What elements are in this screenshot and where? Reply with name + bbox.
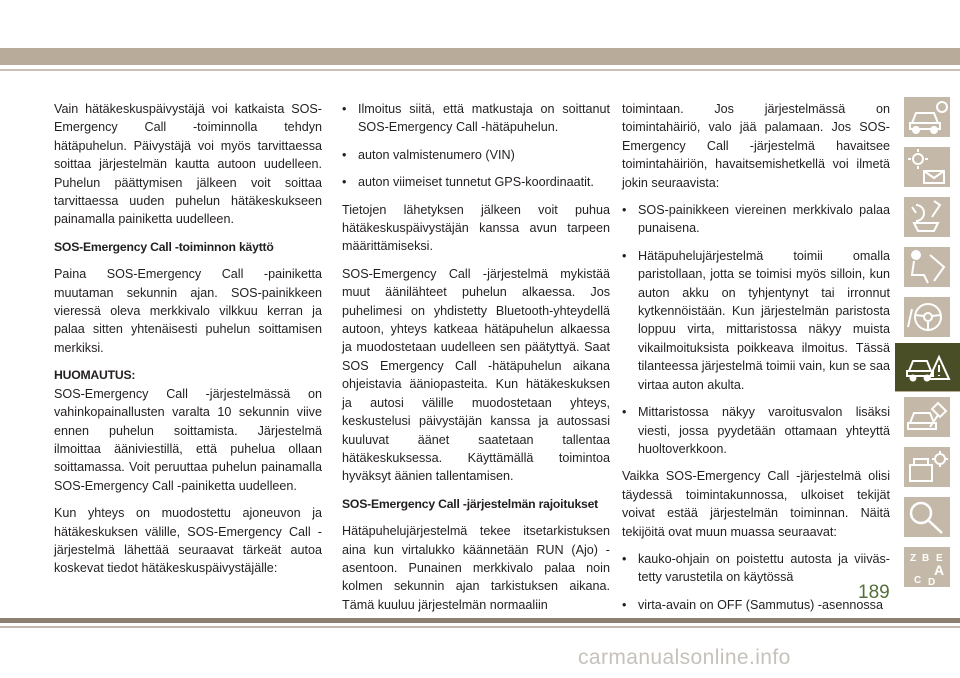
header-rule: [0, 69, 960, 71]
list-item: • virta-avain on OFF (Sammutus) -asennossa: [622, 596, 890, 614]
steering-wheel-icon: [904, 297, 950, 337]
list-item: • SOS-painikkeen viereinen merkkivalo palaa punaisena.: [622, 201, 890, 238]
tab-car-hazard[interactable]: [895, 343, 960, 391]
page-number: 189: [858, 582, 890, 603]
list-item: • Hätäpuhelujärjestelmä toimii omalla paristollaan, jotta se toimisi myös silloin, kun auton akku on tyhjentynyt tai irronnut kytkennöistään. Kun järjestelmän paristosta loppuu virta, mittaristossa näkyy muista vikailmoituksista poikkeava ilmoitus. Tässä tilanteessa järjestelmä toimii vain, kun se saa virtaa auton akulta.: [622, 247, 890, 394]
bullet-list: [622, 201, 890, 458]
car-hazard-icon: [905, 347, 951, 387]
index-letter: Z: [909, 553, 916, 564]
section-heading: SOS-Emergency Call -järjestelmän rajoitukset: [342, 496, 599, 511]
note-text: SOS-Emergency Call -järjestelmässä on vahinkopainallusten varalta 10 sekunnin viive ennen puhelun soittamista. Järjestelmä ilmoittaa ääniviestillä, että puhelua ollaan soittamassa. Voit peruuttaa puhelun painamalla SOS-Emergency Call -painiketta uudelleen.: [54, 386, 322, 493]
index-letter: C: [913, 575, 921, 586]
tab-car-lights[interactable]: [893, 143, 960, 191]
note-heading: HUOMAUTUS:: [54, 368, 136, 383]
tab-car-info[interactable]: [893, 93, 960, 141]
index-letter: D: [927, 577, 935, 587]
footer-rule: [0, 626, 960, 628]
paragraph: Vain hätäkeskuspäivystäjä voi katkaista SOS-Emergency Call -toiminnolla tehdyn hätäpuhelun. Päivystäjä voi myös tarvittaessa soittaa järjestelmän kautta autoon uudelleen. Puhelun päättymisen jälkeen voit soittaa tarvittaessa uuden puhelun hätäkeskukseen painamalla painiketta uudelleen.: [54, 102, 322, 227]
tab-search[interactable]: [893, 493, 960, 541]
chapter-tabs: [893, 93, 960, 593]
tab-steering-wheel[interactable]: [893, 293, 960, 341]
search-icon: [904, 497, 950, 537]
watermark: carmanualsonline.info: [578, 646, 791, 669]
car-lights-icon: [904, 147, 950, 187]
tab-car-service[interactable]: [893, 393, 960, 441]
specifications-icon: [904, 447, 950, 487]
index-icon: [904, 547, 950, 587]
text-column-2: [342, 100, 610, 623]
list-item: • Ilmoitus siitä, että matkustaja on soittanut SOS-Emergency Call -hätäpuhelun.: [342, 100, 610, 137]
index-letter: B: [921, 553, 929, 564]
tab-specifications[interactable]: [893, 443, 960, 491]
tab-seat-airbag[interactable]: [893, 243, 960, 291]
section-heading: SOS-Emergency Call -toiminnon käyttö: [54, 239, 274, 254]
paragraph: Hätäpuhelujärjestelmä tekee itsetarkistuksen aina kun virtalukko käännetään RUN (Ajo) -asentoon. Punainen merkkivalo palaa noin kolmen sekunnin ajan tarkistuksen aikana. Tämä kuuluu järjestelmän normaaliin: [342, 524, 610, 612]
index-letter: E: [935, 553, 943, 564]
header-band: [0, 48, 960, 65]
text-column-3: [622, 100, 890, 623]
text-column-1: [54, 100, 322, 587]
paragraph: SOS-Emergency Call -järjestelmä mykistää muut äänilähteet puhelun alkaessa. Jos puhelimesi on yhdistetty Bluetooth-yhteydellä autoon, yhteys katkeaa hätäpuhelun alkaessa ja muodostetaan uudelleen sen päätyttyä. Saat SOS Emergency Call -hätäpuhelun aikana ohjeistavia ääniopasteita. Kun hätäkeskuksen ja autosi välille muodostetaan yhteys, keskustelusi päivystäjän kanssa ja autossasi kuuluvat äänet saatetaan tallentaa hätäkeskuksessa. Käyttämällä toimintoa hyväksyt äänien tallentamisen.: [342, 266, 610, 484]
bullet-list: [342, 100, 610, 192]
paragraph: Vaikka SOS-Emergency Call -järjestelmä olisi täydessä toimintakunnossa, ulkoiset tekijät voivat estää järjestelmän toiminnan. Näitä tekijöitä ovat muun muassa seuraavat:: [622, 469, 890, 539]
list-item: • auton valmistenumero (VIN): [342, 146, 610, 164]
car-info-icon: [904, 97, 950, 137]
warning-lights-icon: [904, 197, 950, 237]
index-letter: A: [933, 562, 944, 578]
list-item: • auton viimeiset tunnetut GPS-koordinaatit.: [342, 173, 610, 191]
list-item: • kauko-ohjain on poistettu autosta ja viiväs-tetty varustetila on käytössä: [622, 550, 890, 587]
list-item: • Mittaristossa näkyy varoitusvalon lisäksi viesti, jossa pyydetään ottamaan yhteyttä huoltoverkkoon.: [622, 403, 890, 458]
bullet-list: [622, 550, 890, 614]
tab-divider: [895, 391, 960, 392]
paragraph: Paina SOS-Emergency Call -painiketta muutaman sekunnin ajan. SOS-painikkeen vieressä oleva merkkivalo vilkkuu kerran ja palaa sitten yhtenäisesti puhelun soittamisen merkiksi.: [54, 267, 322, 355]
footer-band: [0, 618, 960, 623]
paragraph: Tietojen lähetyksen jälkeen voit puhua hätäkeskuspäivystäjän kanssa avun tarpeen määrittämiseksi.: [342, 202, 610, 254]
paragraph: Kun yhteys on muodostettu ajoneuvon ja hätäkeskuksen välille, SOS-Emergency Call -järjestelmä lähettää seuraavat tärkeät autoa koskevat tiedot hätäkeskuspäivystäjälle:: [54, 506, 322, 576]
tab-warning-lights[interactable]: [893, 193, 960, 241]
car-service-icon: [904, 397, 950, 437]
tab-index[interactable]: [893, 543, 960, 591]
seat-airbag-icon: [904, 247, 950, 287]
paragraph: toimintaan. Jos järjestelmässä on toimintahäiriö, valo jää palamaan. Jos SOS-Emergency Call -järjestelmä havaitsee toimintahäiriön, havaitsemishetkellä voi ilmetä jokin seuraavista:: [622, 102, 890, 190]
